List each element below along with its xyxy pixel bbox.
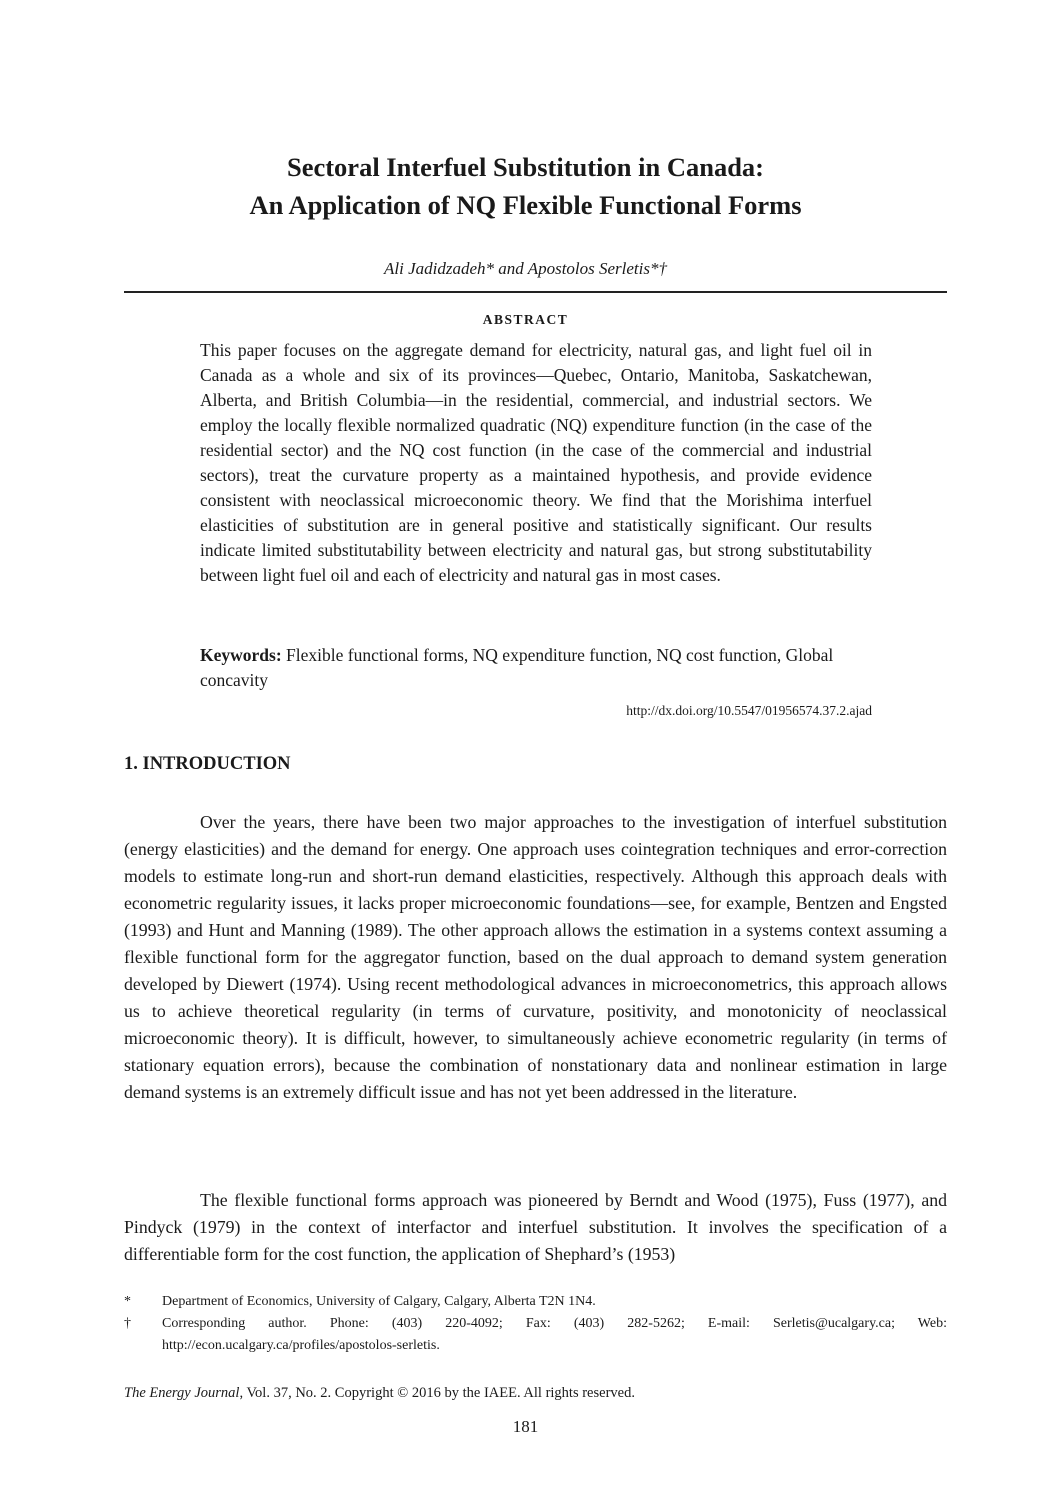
footnote [124, 1313, 947, 1357]
keywords-label: Keywords: [200, 645, 282, 665]
keywords [200, 643, 840, 693]
title-divider [124, 291, 947, 293]
footnote [124, 1291, 947, 1313]
abstract-heading: ABSTRACT [482, 312, 569, 327]
section-heading-introduction: 1. INTRODUCTION [124, 754, 291, 774]
title-line-2: An Application of NQ Flexible Functional Forms [249, 190, 802, 220]
keywords-list: Flexible functional forms, NQ expenditure function, NQ cost function, Global concavity [200, 645, 834, 690]
copyright-line [124, 1383, 947, 1403]
doi-link[interactable]: http://dx.doi.org/10.5547/01956574.37.2.ajad [626, 703, 872, 718]
footnote-text: Corresponding author. Phone: (403) 220-4092; Fax: (403) 282-5262; E-mail: Serletis@ucalgary.ca; Web: http://econ.ucalgary.ca/profiles/apostolos-serletis. [162, 1316, 947, 1353]
footnotes [124, 1291, 947, 1357]
page-number: 181 [512, 1417, 539, 1436]
footnote-mark: * [124, 1294, 131, 1309]
abstract-text: This paper focuses on the aggregate demand for electricity, natural gas, and light fuel oil in Canada as a whole and six of its provinces—Quebec, Ontario, Manitoba, Saskatchewan, Alberta, and British Columbia—in the residential, commercial, and industrial sectors. We employ the locally flexible normalized quadratic (NQ) expenditure function (in the case of the residential sector) and the NQ cost function (in the case of the commercial and industrial sectors), treat the curvature property as a maintained hypothesis, and provide evidence consistent with neoclassical microeconomic theory. We find that the Morishima interfuel elasticities of substitution are in general positive and statistically significant. Our results indicate limited substitutability between electricity and natural gas, but strong substitutability between light fuel oil and each of electricity and natural gas in most cases. [200, 340, 872, 585]
copyright-text: , Vol. 37, No. 2. Copyright © 2016 by the IAEE. All rights reserved. [239, 1385, 635, 1401]
footnote-text: Department of Economics, University of Calgary, Calgary, Alberta T2N 1N4. [162, 1294, 596, 1309]
author-list: Ali Jadidzadeh* and Apostolos Serletis*† [383, 259, 667, 278]
footnote-mark: † [124, 1316, 131, 1331]
title-line-1: Sectoral Interfuel Substitution in Canada: [286, 152, 765, 182]
paper-title [0, 148, 1051, 224]
journal-name: The Energy Journal [124, 1385, 240, 1401]
intro-paragraph-2: The flexible functional forms approach was pioneered by Berndt and Wood (1975), Fuss (1977), and Pindyck (1979) in the context of interfactor and interfuel substitution. It involves the specification of a differentiable form for the cost function, the application of Shephard’s (1953) [124, 1190, 947, 1264]
intro-paragraph-1: Over the years, there have been two major approaches to the investigation of interfuel substitution (energy elasticities) and the demand for energy. One approach uses cointegration techniques and error-correction models to estimate long-run and short-run demand elasticities, respectively. Although this approach deals with econometric regularity issues, it lacks proper microeconomic foundations—see, for example, Bentzen and Engsted (1993) and Hunt and Manning (1989). The other approach allows the estimation in a systems context assuming a flexible functional form for the aggregator function, based on the dual approach to demand system generation developed by Diewert (1974). Using recent methodological advances in microeconometrics, this approach allows us to achieve theoretical regularity (in terms of curvature, positivity, and monotonicity of neoclassical microeconomic theory). It is difficult, however, to simultaneously achieve econometric regularity (in terms of stationary equation errors), because the combination of nonstationary data and nonlinear estimation in large demand systems is an extremely difficult issue and has not yet been addressed in the literature. [124, 812, 947, 1102]
